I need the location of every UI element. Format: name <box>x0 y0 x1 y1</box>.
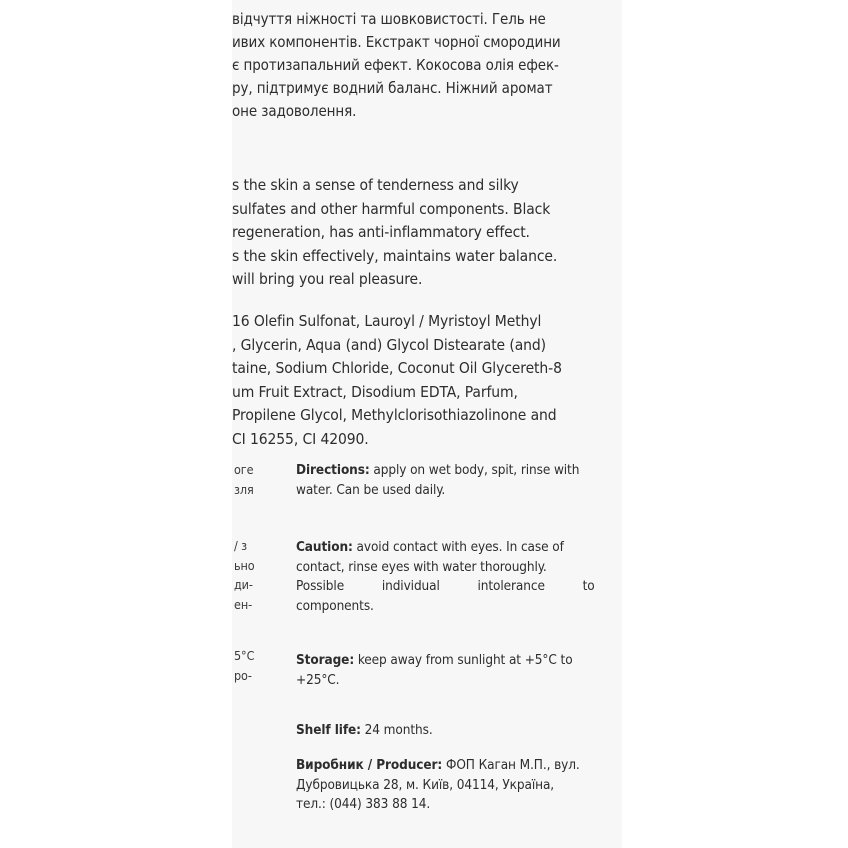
caution-line: Possible individual intolerance to <box>296 578 595 594</box>
producer-address: Дубровицька 28, м. Київ, 04114, Україна, <box>296 776 555 793</box>
ingredients-line: , Glycerin, Aqua (and) Glycol Distearate (and) <box>232 335 546 354</box>
storage-section <box>296 651 618 690</box>
directions-text-2: water. Can be used daily. <box>296 481 446 498</box>
fragment-line: 5°C <box>234 648 255 663</box>
shelf-life-text: 24 months. <box>364 722 433 738</box>
caution-section <box>296 538 618 616</box>
fragment-line: ен- <box>234 596 253 612</box>
shelf-life-label: Shelf life: <box>296 722 361 738</box>
caution-line: components. <box>296 597 374 614</box>
en-line: s the skin effectively, maintains water balance. <box>232 246 558 265</box>
directions-section <box>296 461 618 500</box>
ukrainian-description <box>232 8 618 123</box>
caution-text: avoid contact with eyes. In case of <box>356 539 564 555</box>
storage-text-2: +25°C. <box>296 671 340 688</box>
fragment-line: ьно <box>234 557 255 573</box>
shelf-life-section <box>296 721 618 741</box>
ingredients-line: um Fruit Extract, Disodium EDTA, Parfum, <box>232 382 518 401</box>
ingredients-line: 16 Olefin Sulfonat, Lauroyl / Myristoyl Methyl <box>232 312 542 330</box>
en-line: will bring you real pleasure. <box>232 270 423 288</box>
storage-label: Storage: <box>296 652 355 668</box>
ingredients-line: taine, Sodium Chloride, Coconut Oil Glycereth-8 <box>232 359 562 377</box>
ua-line: ру, підтримує водний баланс. Ніжний аромат <box>232 79 553 97</box>
product-label <box>232 0 622 848</box>
ingredients-line: CI 16255, CI 42090. <box>232 429 369 448</box>
directions-text: apply on wet body, spit, rinse with <box>373 462 580 478</box>
producer-section <box>296 756 618 815</box>
directions-label: Directions: <box>296 462 370 478</box>
producer-phone: тел.: (044) 383 88 14. <box>296 796 431 812</box>
fragment-line: ди- <box>234 577 253 592</box>
fragment-line: зля <box>234 481 254 497</box>
caution-line: contact, rinse eyes with water thoroughly. <box>296 558 547 575</box>
producer-text: ФОП Каган М.П., вул. <box>445 757 580 773</box>
ua-line: є протизапальний ефект. Кокосова олія ефек- <box>232 56 559 74</box>
english-description <box>232 174 618 292</box>
caution-label: Caution: <box>296 539 353 555</box>
ua-storage-fragment <box>234 646 254 685</box>
storage-text: keep away from sunlight at +5°C to <box>357 652 573 668</box>
en-line: s the skin a sense of tenderness and silky <box>232 176 519 194</box>
producer-label: Виробник / Producer: <box>296 757 443 773</box>
ingredients-list <box>232 310 618 451</box>
ua-line: відчуття ніжності та шовковистості. Гель не <box>232 10 546 28</box>
ua-caution-fragment <box>234 536 255 614</box>
ingredients-line: Propilene Glycol, Methylclorisothiazolinone and <box>232 406 557 424</box>
fragment-line: оге <box>234 462 254 477</box>
ua-line: ивих компонентів. Екстракт чорної смородини <box>232 33 561 51</box>
en-line: regeneration, has anti-inflammatory effect. <box>232 223 530 241</box>
fragment-line: ро- <box>234 667 252 683</box>
ua-directions-fragment <box>234 460 254 499</box>
en-line: sulfates and other harmful components. Black <box>232 199 551 218</box>
fragment-line: / з <box>234 538 248 553</box>
ua-line: оне задоволення. <box>232 102 357 120</box>
